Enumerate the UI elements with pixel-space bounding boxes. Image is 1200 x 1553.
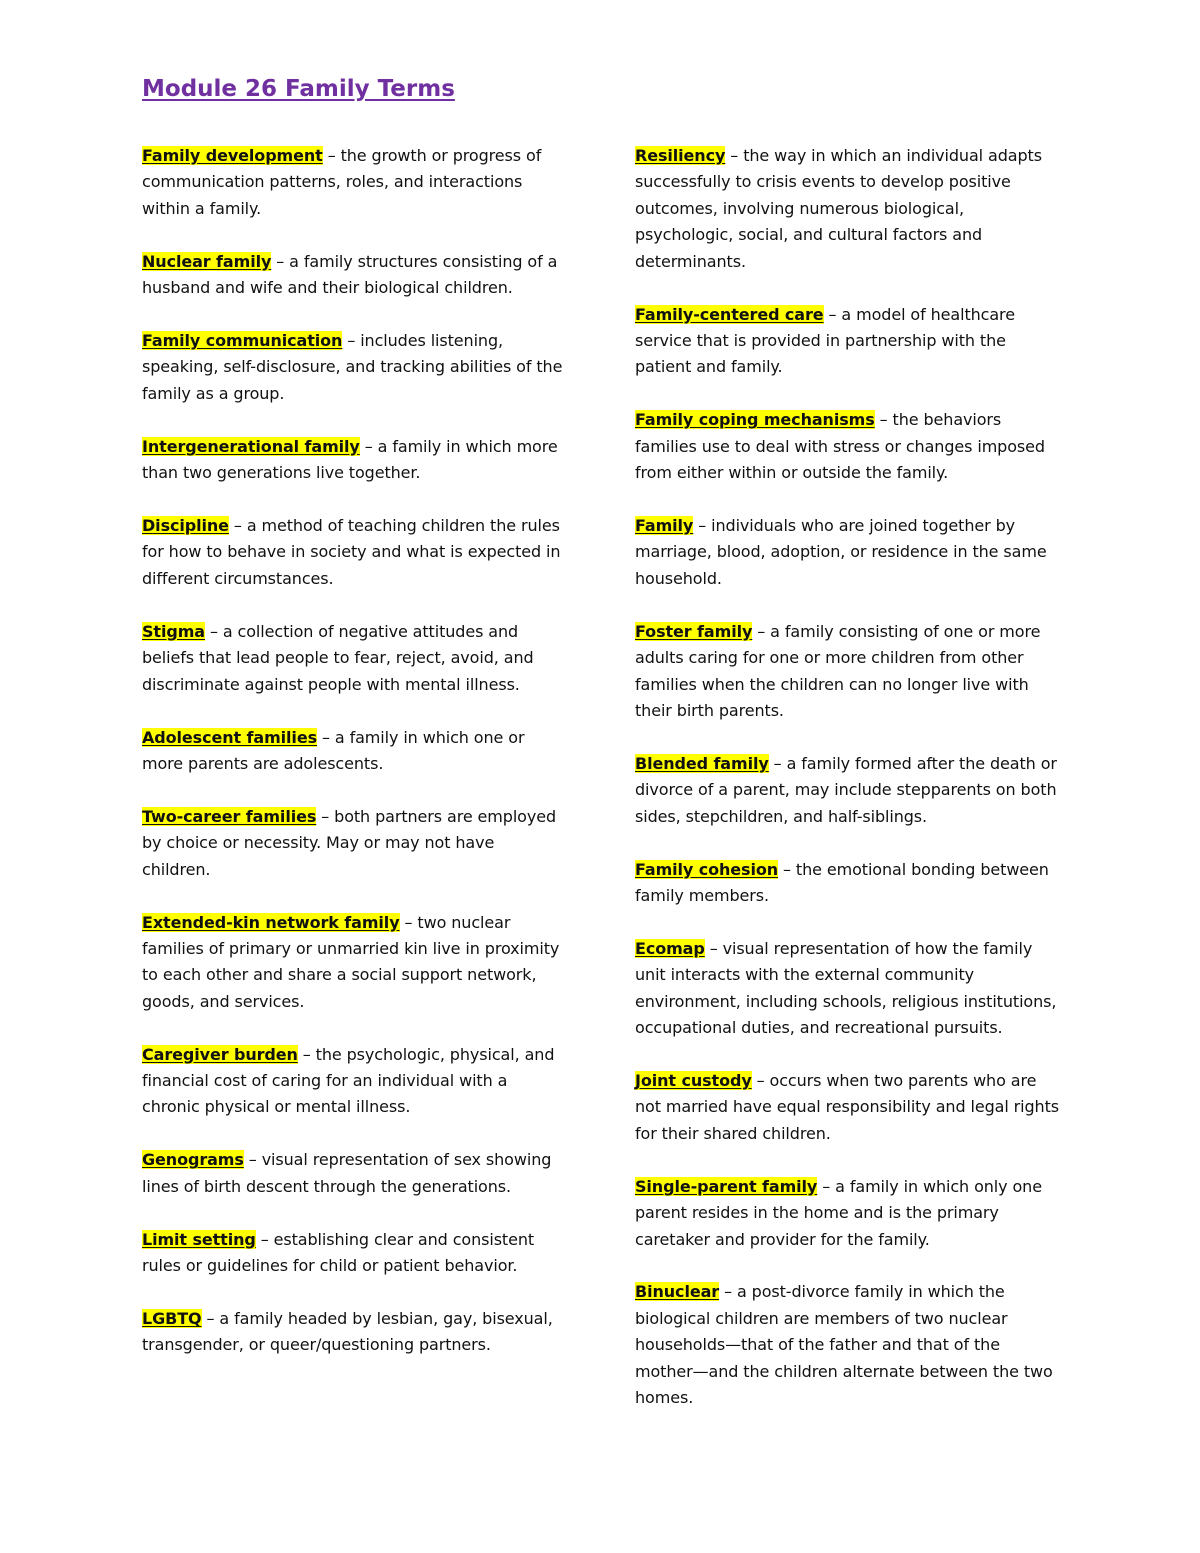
term-definition: establishing clear and consistent rules or guidelines for child or patient behavior. xyxy=(142,1229,535,1276)
term-separator: – xyxy=(751,1070,770,1090)
term-entry xyxy=(635,1279,1060,1411)
term-definition: the way in which an individual adapts successfully to crisis events to develop positive outcomes, involving numerous biological, psychologic, social, and cultural factors and determinants. xyxy=(635,146,1042,271)
term-definition: occurs when two parents who are not married have equal responsibility and legal rights for their shared children. xyxy=(635,1070,1059,1143)
term-entry xyxy=(142,1147,567,1200)
term-entry xyxy=(142,143,567,222)
term-entry xyxy=(142,910,567,1016)
term-definition: a family structures consisting of a husband and wife and their biological children. xyxy=(142,251,558,298)
term-label: Family cohesion xyxy=(635,859,779,879)
term-entry xyxy=(635,143,1060,275)
term-label: Extended-kin network family xyxy=(142,912,400,932)
term-separator: – xyxy=(342,331,361,351)
term-separator: – xyxy=(725,146,744,165)
term-entry xyxy=(142,249,567,302)
term-definition: a family in which only one parent resides in the home and is the primary caretaker and provider for the family. xyxy=(635,1176,1042,1249)
term-definition: the psychologic, physical, and financial cost of caring for an individual with a chronic physical or mental illness. xyxy=(142,1044,555,1117)
term-label: Family development xyxy=(142,146,323,165)
term-definition: a family formed after the death or divorce of a parent, may include stepparents on both sides, stepchildren, and half-siblings. xyxy=(635,753,1057,826)
term-label: Family-centered care xyxy=(635,304,824,324)
term-separator: – xyxy=(243,1150,262,1170)
term-label: Family coping mechanisms xyxy=(635,410,875,430)
term-entry xyxy=(635,857,1060,910)
term-entry xyxy=(635,751,1060,830)
term-label: Joint custody xyxy=(635,1070,752,1090)
term-definition: two nuclear families of primary or unmarried kin live in proximity to each other and share a social support network, goods, and services. xyxy=(142,912,560,1011)
term-label: Family xyxy=(635,515,694,535)
term-entry xyxy=(635,1068,1060,1147)
term-separator: – xyxy=(778,859,796,879)
page-title: Module 26 Family Terms xyxy=(142,76,455,102)
term-definition: a family headed by lesbian, gay, bisexual, transgender, or queer/questioning partners. xyxy=(142,1309,553,1355)
term-separator: – xyxy=(255,1229,274,1249)
term-label: Genograms xyxy=(142,1150,244,1170)
term-label: Stigma xyxy=(142,621,205,641)
term-definition: visual representation of sex showing lines of birth descent through the generations. xyxy=(142,1150,552,1196)
term-label: Single-parent family xyxy=(635,1176,818,1196)
term-label: Ecomap xyxy=(635,938,705,958)
term-separator: – xyxy=(693,515,712,535)
term-label: Binuclear xyxy=(635,1282,720,1302)
term-separator: – xyxy=(271,251,290,271)
term-definition: visual representation of how the family unit interacts with the external community environment, including schools, religious institutions, occupational duties, and recreational pursuits. xyxy=(635,938,1057,1038)
term-label: Caregiver burden xyxy=(142,1044,298,1064)
term-definition: the emotional bonding between family members. xyxy=(635,859,1049,905)
term-label: Discipline xyxy=(142,516,229,536)
right-column xyxy=(635,143,1060,1438)
term-label: Adolescent families xyxy=(142,727,317,747)
term-label: Two-career families xyxy=(142,806,317,826)
term-definition: a family in which one or more parents are adolescents. xyxy=(142,727,525,773)
term-label: Family communication xyxy=(142,331,343,351)
term-definition: a collection of negative attitudes and beliefs that lead people to fear, reject, avoid, and discriminate against people with mental illness. xyxy=(142,621,534,694)
term-separator: – xyxy=(316,806,335,826)
term-entry xyxy=(635,619,1060,725)
term-separator: – xyxy=(201,1309,220,1328)
term-definition: individuals who are joined together by marriage, blood, adoption, or residence in the same household. xyxy=(635,515,1047,588)
term-separator: – xyxy=(228,516,247,536)
term-label: Blended family xyxy=(635,753,769,773)
term-label: Intergenerational family xyxy=(142,436,360,456)
term-entry xyxy=(635,302,1060,381)
term-separator: – xyxy=(399,912,418,932)
term-separator: – xyxy=(359,436,378,456)
term-entry xyxy=(142,328,567,407)
term-separator: – xyxy=(704,938,723,958)
term-entry xyxy=(635,1174,1060,1253)
term-entry xyxy=(635,407,1060,486)
term-definition: a family consisting of one or more adults caring for one or more children from other families when the children can no longer live with their birth parents. xyxy=(635,621,1041,720)
term-entry xyxy=(142,804,567,883)
term-separator: – xyxy=(874,410,893,430)
left-column xyxy=(142,143,567,1385)
term-separator: – xyxy=(719,1282,737,1302)
term-entry xyxy=(142,619,567,698)
term-entry xyxy=(142,1227,567,1280)
term-definition: a post-divorce family in which the biological children are members of two nuclear households—that of the father and that of the mother—and the children alternate between the two homes. xyxy=(635,1282,1053,1408)
term-entry xyxy=(635,513,1060,592)
term-entry xyxy=(142,725,567,778)
term-definition: includes listening, speaking, self-disclosure, and tracking abilities of the family as a group. xyxy=(142,331,563,403)
term-label: Resiliency xyxy=(635,146,726,165)
term-label: LGBTQ xyxy=(142,1309,202,1328)
term-definition: a method of teaching children the rules for how to behave in society and what is expected in different circumstances. xyxy=(142,516,561,588)
term-definition: a family in which more than two generations live together. xyxy=(142,436,558,483)
term-entry xyxy=(142,1306,567,1359)
term-label: Foster family xyxy=(635,621,753,641)
term-separator: – xyxy=(322,146,341,165)
term-definition: a model of healthcare service that is provided in partnership with the patient and family. xyxy=(635,304,1015,377)
term-label: Limit setting xyxy=(142,1229,256,1249)
term-entry xyxy=(142,434,567,487)
term-separator: – xyxy=(204,621,223,641)
term-definition: both partners are employed by choice or necessity. May or may not have children. xyxy=(142,806,557,879)
term-separator: – xyxy=(317,727,335,747)
term-separator: – xyxy=(768,753,787,773)
term-entry xyxy=(142,1042,567,1121)
term-definition: the growth or progress of communication patterns, roles, and interactions within a family. xyxy=(142,146,542,218)
term-entry xyxy=(142,513,567,592)
term-separator: – xyxy=(823,304,842,324)
term-entry xyxy=(635,936,1060,1042)
term-separator: – xyxy=(752,621,771,641)
term-separator: – xyxy=(817,1176,836,1196)
term-definition: the behaviors families use to deal with stress or changes imposed from either within or outside the family. xyxy=(635,410,1045,483)
term-label: Nuclear family xyxy=(142,251,272,271)
term-separator: – xyxy=(297,1044,316,1064)
